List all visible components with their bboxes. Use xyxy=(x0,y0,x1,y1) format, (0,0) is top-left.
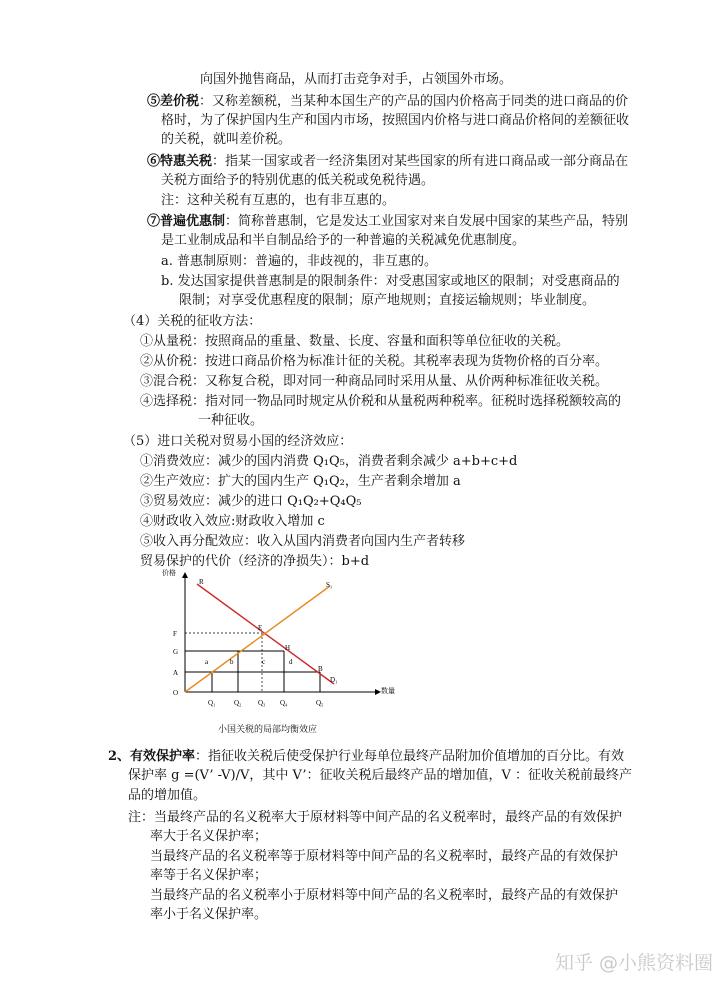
x-axis-label: 数量 xyxy=(381,687,395,695)
line-text: 格时，为了保护国内生产和国内市场，按照国内价格与进口商品价格间的差额征收 xyxy=(161,113,630,128)
quantity-label-Q2: Q₂ xyxy=(234,699,242,707)
line-text: ④财政收入效应:财政收入增加 c xyxy=(140,514,325,529)
line-text: 是工业制成品和半自制品给予的一种普遍的关税减免优惠制度。 xyxy=(161,233,526,248)
text-line xyxy=(128,768,632,784)
text-line xyxy=(147,214,628,230)
text-line xyxy=(140,334,569,350)
text-line xyxy=(108,749,624,765)
area-label-d: d xyxy=(289,658,293,666)
price-label-F: F xyxy=(173,630,177,638)
equilibrium-label: E xyxy=(258,624,263,632)
text-line xyxy=(200,72,512,88)
quantity-label-Q3: Q₃ xyxy=(258,699,266,707)
text-line xyxy=(161,132,291,148)
line-text: ：简称普惠制，它是发达工业国家对来自发展中国家的某些产品，特别 xyxy=(225,214,629,229)
line-text: 注：当最终产品的名义税率大于原材料等中间产品的名义税率时，最终产品的有效保护 xyxy=(128,810,623,825)
line-text: ②从价税：按进口商品价格为标准计征的关税。其税率表现为货物价格的百分率。 xyxy=(140,354,609,369)
text-line xyxy=(140,494,362,510)
line-text: ①从量税：按照商品的重量、数量、长度、容量和面积等单位征收的关税。 xyxy=(140,334,570,349)
demand-label: D₁ xyxy=(330,676,338,684)
area-label-b: b xyxy=(230,658,234,666)
line-text: 当最终产品的名义税率小于原材料等中间产品的名义税率时，最终产品的有效保护 xyxy=(150,888,619,903)
text-line xyxy=(140,534,465,550)
quantity-label-Q4: Q₄ xyxy=(280,699,288,707)
term-heading: 2、有效保护率 xyxy=(108,749,196,764)
text-line xyxy=(140,514,325,530)
text-line xyxy=(147,154,628,170)
line-text: a. 普惠制原则：普遍的，非歧视的，非互惠的。 xyxy=(161,254,438,269)
line-text: 率等于名义保护率； xyxy=(150,868,268,883)
text-line xyxy=(140,394,621,410)
text-line xyxy=(161,173,434,189)
quantity-label-Q5: Q₅ xyxy=(316,699,324,707)
line-text: 一种征收。 xyxy=(198,413,264,428)
term-heading: ⑥特惠关税 xyxy=(147,154,213,169)
line-text: ：指征收关税后使受保护行业每单位最终产品附加价值增加的百分比。有效 xyxy=(195,749,625,764)
watermark: 知乎 @小熊资料圈 xyxy=(555,952,714,974)
text-line xyxy=(198,413,263,429)
line-text: ：又称差额税，当某种本国生产的产品的国内价格高于同类的进口商品的价 xyxy=(199,94,629,109)
line-text: 贸易保护的代价（经济的净损失）：b+d xyxy=(140,554,370,569)
area-label-c: c xyxy=(262,658,266,666)
text-line xyxy=(161,193,395,209)
line-text: ④选择税：指对同一物品同时规定从价税和从量税两种税率。征税时选择税额较高的 xyxy=(140,394,622,409)
line-text: ①消费效应：减少的国内消费 Q₁Q₅，消费者剩余减少 a+b+c+d xyxy=(140,454,518,469)
text-line xyxy=(147,94,628,110)
line-text: 的关税，就叫差价税。 xyxy=(161,132,292,147)
price-label-G: G xyxy=(173,648,179,656)
line-text: ②生产效应：扩大的国内生产 Q₁Q₂，生产者剩余增加 a xyxy=(140,474,461,489)
line-text: 保护率 g =(V’ -V)/V，其中 V’：征收关税后最终产品的增加值，V ：征收关税前最终产 xyxy=(128,768,633,783)
line-text: 注：这种关税有互惠的，也有非互惠的。 xyxy=(161,193,396,208)
text-line xyxy=(161,254,437,270)
text-line xyxy=(161,274,620,290)
text-line xyxy=(128,810,622,826)
text-line xyxy=(179,293,595,309)
text-line xyxy=(140,454,517,470)
line-text: 率大于名义保护率； xyxy=(150,829,268,844)
point-label-H: H xyxy=(285,644,291,652)
line-text: 率小于名义保护率。 xyxy=(150,907,268,922)
text-line xyxy=(150,849,618,865)
text-line xyxy=(123,314,261,330)
supply-label: S₁ xyxy=(326,581,333,589)
text-line xyxy=(150,888,618,904)
term-heading: ⑦普遍优惠制 xyxy=(147,214,226,229)
figure-caption: 小国关税的局部均衡效应 xyxy=(218,725,318,735)
supply-curve xyxy=(185,586,330,692)
line-text: ：指某一国家或者一经济集团对某些国家的所有进口商品或一部分商品在 xyxy=(212,154,629,169)
area-label-a: a xyxy=(205,658,209,666)
line-text: （5）进口关税对贸易小国的经济效应： xyxy=(123,434,353,449)
text-line xyxy=(123,434,352,450)
line-text: b. 发达国家提供普惠制是的限制条件：对受惠国家或地区的限制；对受惠商品的 xyxy=(161,274,620,289)
text-line xyxy=(150,868,267,884)
y-axis-label: 价格 xyxy=(162,569,176,577)
point-label-B: B xyxy=(318,665,323,673)
text-line xyxy=(150,907,267,923)
text-line xyxy=(140,374,608,390)
line-text: 关税方面给予的特别优惠的低关税或免税待遇。 xyxy=(161,173,435,188)
text-line xyxy=(140,354,608,370)
term-heading: ⑤差价税 xyxy=(147,94,200,109)
line-text: （4）关税的征收方法： xyxy=(123,314,262,329)
quantity-label-Q1: Q₁ xyxy=(208,699,216,707)
line-text: ③混合税：又称复合税，即对同一种商品同时采用从量、从价两种标准征收关税。 xyxy=(140,374,609,389)
line-text: 限制；对享受优惠程度的限制；原产地规则；直接运输规则；毕业制度。 xyxy=(179,293,596,308)
line-text: ③贸易效应：减少的进口 Q₁Q₂+Q₄Q₅ xyxy=(140,494,362,509)
text-line xyxy=(161,233,525,249)
text-line xyxy=(128,788,206,804)
price-label-A: A xyxy=(173,669,179,677)
text-line xyxy=(150,829,267,845)
line-text: ⑤收入再分配效应：收入从国内消费者向国内生产者转移 xyxy=(140,534,466,549)
line-text: 向国外抛售商品，从而打击竞争对手，占领国外市场。 xyxy=(200,72,513,87)
line-text: 品的增加值。 xyxy=(128,788,207,803)
text-line xyxy=(161,113,629,129)
text-line xyxy=(140,474,461,490)
line-text: 当最终产品的名义税率等于原材料等中间产品的名义税率时，最终产品的有效保护 xyxy=(150,849,619,864)
origin-label: O xyxy=(173,689,179,697)
demand-start-label: R xyxy=(199,578,204,586)
tariff-partial-equilibrium-diagram xyxy=(158,565,398,710)
